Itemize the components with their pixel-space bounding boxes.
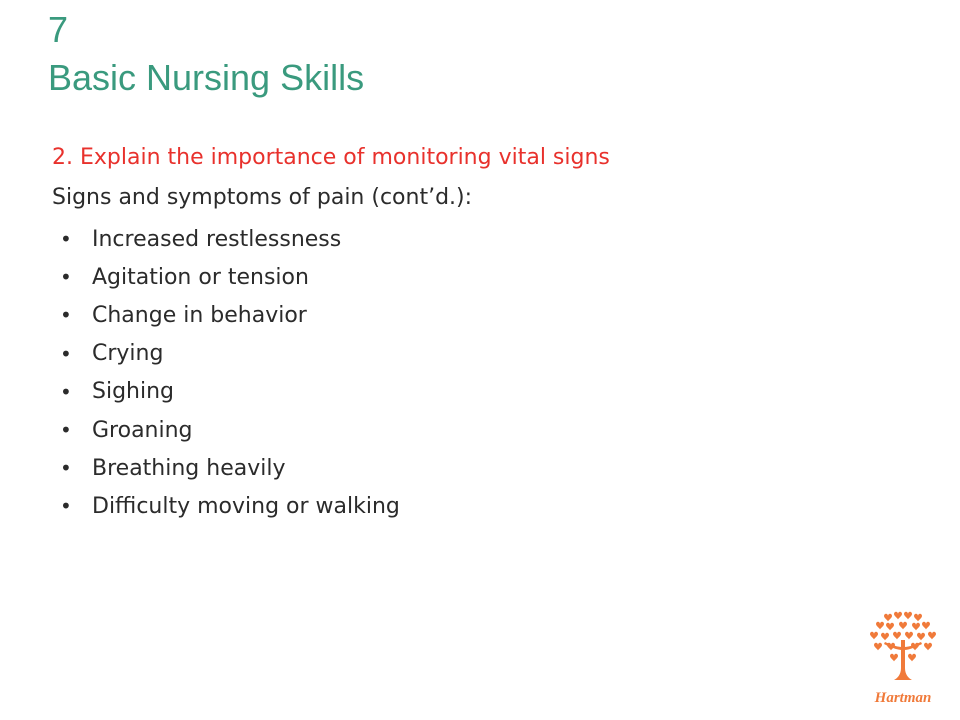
bullet-icon: • — [60, 379, 72, 404]
heart-tree-icon — [858, 610, 948, 710]
list-item-text: Change in behavior — [92, 302, 307, 328]
list-item-text: Groaning — [92, 417, 193, 443]
list-item — [60, 449, 400, 487]
list-item-text: Crying — [92, 341, 164, 367]
bullet-icon: • — [60, 494, 72, 519]
bullet-icon: • — [60, 265, 72, 290]
intro-text: Signs and symptoms of pain (cont’d.): — [52, 185, 473, 210]
list-item — [60, 335, 400, 373]
list-item — [60, 258, 400, 296]
objective-heading: 2. Explain the importance of monitoring vital signs — [52, 145, 610, 170]
chapter-number: 7 — [48, 9, 69, 50]
bullet-icon: • — [60, 418, 72, 443]
bullet-icon: • — [60, 456, 72, 481]
logo-wordmark: Hartman — [874, 690, 932, 706]
chapter-title: Basic Nursing Skills — [48, 57, 365, 98]
bullet-icon: • — [60, 227, 72, 252]
list-item-text: Difficulty moving or walking — [92, 493, 400, 519]
hartman-logo — [858, 610, 948, 710]
bullet-list — [60, 220, 400, 526]
list-item-text: Increased restlessness — [92, 226, 342, 252]
bullet-icon: • — [60, 303, 72, 328]
list-item-text: Breathing heavily — [92, 455, 286, 481]
list-item — [60, 487, 400, 525]
list-item — [60, 296, 400, 334]
list-item-text: Agitation or tension — [92, 264, 309, 290]
bullet-icon: • — [60, 341, 72, 366]
list-item — [60, 411, 400, 449]
list-item — [60, 373, 400, 411]
list-item-text: Sighing — [92, 379, 175, 405]
list-item — [60, 220, 400, 258]
